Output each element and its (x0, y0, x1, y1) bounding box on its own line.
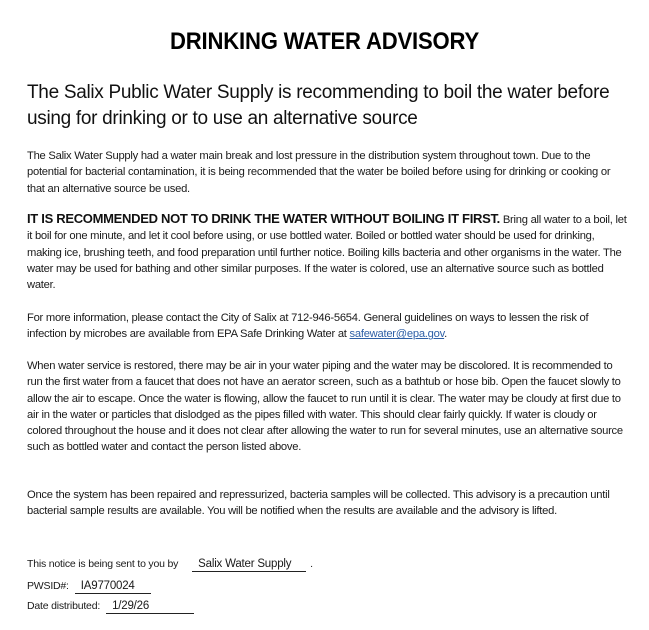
page-title: DRINKING WATER ADVISORY (169, 28, 479, 55)
pwsid-label: PWSID#: (27, 580, 69, 592)
epa-email-link[interactable]: safewater@epa.gov (349, 328, 445, 341)
paragraph-sampling: Once the system has been repaired and repressurized, bacteria samples will be collected. This advisory is a precaution until bacterial sample results are available. You will be notified when the results are available and the advisory is lifted. (27, 489, 610, 518)
paragraph-contact-info (27, 310, 627, 343)
date-label: Date distributed: (27, 600, 101, 612)
date-value: 1/29/26 (106, 600, 194, 614)
contact-text: For more information, please contact the City of Salix at 712-946-5654. General guidelines on ways to lessen the risk of infection by microbes are available from EPA Safe Drinking Water at (27, 312, 589, 341)
sent-by-label: This notice is being sent to you by (27, 558, 179, 570)
contact-end: . (444, 328, 447, 341)
paragraph-service-restored: When water service is restored, there may be air in your water piping and the water may be discolored. It is recommended to run the first water from a faucet that does not have an aerator screen, such as a bathtub or hose bib. Open the faucet slowly to allow the air to escape. Once the water is flowing, allow the faucet to run until it is clear. The water may be cloudy at first due to air in the water or particles that dislodged as the pipes filled with water. This should clear fairly quickly. If water is cloudy or colored throughout the house and it does not clear after allowing the water to run for several minutes, use an alternative source such as bottled water and contact the person listed above. (27, 360, 623, 454)
date-distributed-line (27, 600, 194, 614)
paragraph-boil-instructions (27, 211, 627, 293)
boil-warning-heading: IT IS RECOMMENDED NOT TO DRINK THE WATER WITHOUT BOILING IT FIRST. (27, 211, 500, 226)
sent-by-line (27, 558, 313, 572)
sent-by-value: Salix Water Supply (192, 558, 306, 572)
sent-by-end: . (310, 558, 313, 570)
pwsid-line (27, 580, 151, 594)
pwsid-value: IA9770024 (75, 580, 151, 594)
advisory-subtitle: The Salix Public Water Supply is recommending to boil the water before using for drinking or to use an alternative source (27, 82, 610, 129)
boil-instructions-text: Bring all water to a boil, let it boil for one minute, and let it cool before using, or use bottled water. Boiled or bottled water should be used for drinking, making ice, brushing teeth, and food preparation until further notice. Boiling kills bacteria and other organisms in the water. The water may be used for bathing and other similar purposes. If the water is colored, use an alternative source such as bottled water. (27, 214, 627, 292)
paragraph-main-break: The Salix Water Supply had a water main break and lost pressure in the distribution system throughout town. Due to the potential for bacterial contamination, it is being recommended that the water be boiled before using for drinking or cooking or that an alternative source be used. (27, 150, 611, 195)
